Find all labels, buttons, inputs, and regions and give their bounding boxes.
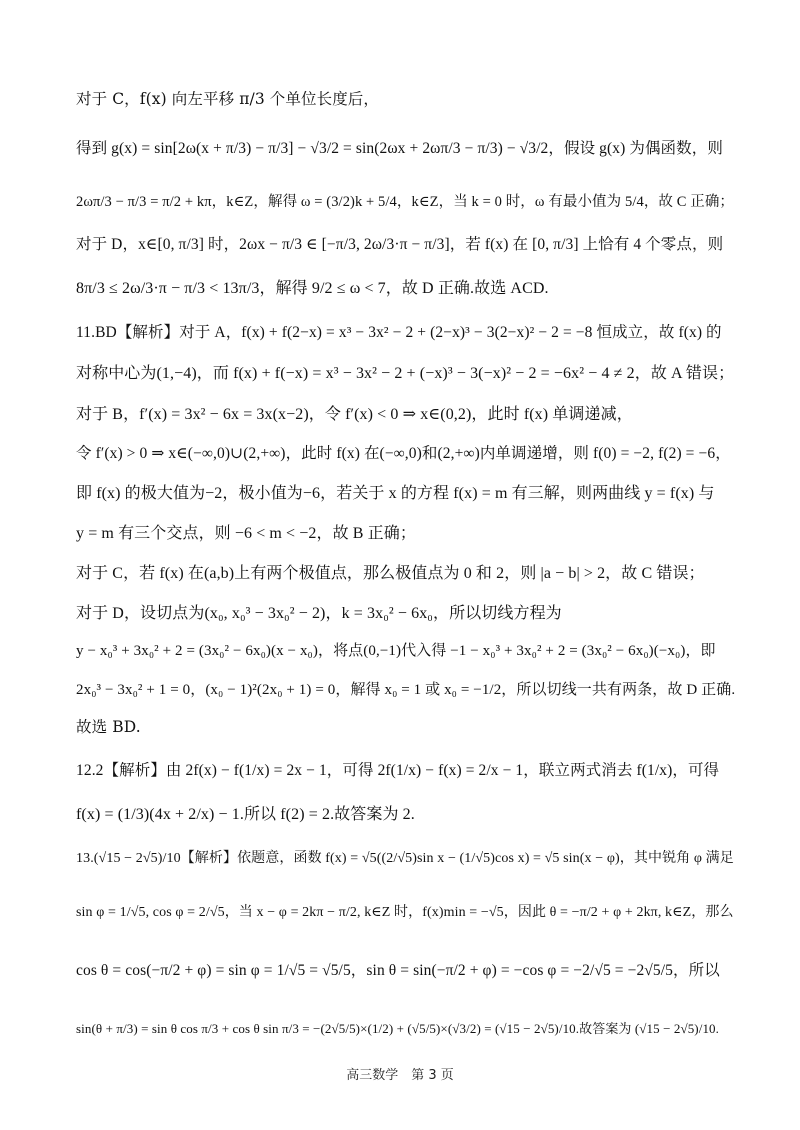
text-line: 对于 D，设切点为(x₀, x₀³ − 3x₀² − 2)，k = 3x₀² − 6x₀，所以切线方程为	[76, 605, 562, 622]
text-line: 对于 C，f(x) 向左平移 π/3 个单位长度后，	[76, 90, 380, 108]
text-line: 对于 B，f′(x) = 3x² − 6x = 3x(x−2)，令 f′(x) < 0 ⇒ x∈(0,2)，此时 f(x) 单调递减，	[76, 406, 633, 423]
text-line: sin φ = 1/√5, cos φ = 2/√5，当 x − φ = 2kπ − π/2, k∈Z 时，f(x)min = −√5，因此 θ = −π/2 + φ + 2kπ, k∈Z，那么	[76, 905, 734, 920]
text-line: 12.2【解析】由 2f(x) − f(1/x) = 2x − 1，可得 2f(1/x) − f(x) = 2/x − 1，联立两式消去 f(1/x)，可得	[76, 762, 720, 779]
text-line: 对于 D，x∈[0, π/3] 时，2ωx − π/3 ∈ [−π/3, 2ω/3·π − π/3]，若 f(x) 在 [0, π/3] 上恰有 4 个零点，则	[76, 236, 724, 253]
text-line: 2x₀³ − 3x₀² + 1 = 0，(x₀ − 1)²(2x₀ + 1) = 0，解得 x₀ = 1 或 x₀ = −1/2，所以切线一共有两条，故 D 正确.	[76, 682, 736, 698]
page-footer: 高三数学 第 3 页	[346, 1068, 454, 1083]
text-line: f(x) = (1/3)(4x + 2/x) − 1.所以 f(2) = 2.故答案为 2.	[76, 806, 415, 823]
text-line: 2ωπ/3 − π/3 = π/2 + kπ，k∈Z，解得 ω = (3/2)k + 5/4，k∈Z，当 k = 0 时，ω 有最小值为 5/4，故 C 正确；	[76, 194, 735, 210]
text-line: 对于 C，若 f(x) 在(a,b)上有两个极值点，那么极值点为 0 和 2，则 |a − b| > 2，故 C 错误；	[76, 565, 705, 582]
text-line: 11.BD【解析】对于 A，f(x) + f(2−x) = x³ − 3x² − 2 + (2−x)³ − 3(2−x)² − 2 = −8 恒成立，故 f(x) 的	[76, 324, 722, 341]
text-line: cos θ = cos(−π/2 + φ) = sin φ = 1/√5 = √5/5，sin θ = sin(−π/2 + φ) = −cos φ = −2/√5 = −2√5/5，所以	[76, 962, 720, 979]
text-line: 即 f(x) 的极大值为−2，极小值为−6，若关于 x 的方程 f(x) = m 有三解，则两曲线 y = f(x) 与	[76, 485, 715, 502]
text-line: 13.(√15 − 2√5)/10【解析】依题意，函数 f(x) = √5((2/√5)sin x − (1/√5)cos x) = √5 sin(x − φ)，其中锐角 φ 满足	[76, 851, 734, 866]
text-line: 令 f′(x) > 0 ⇒ x∈(−∞,0)∪(2,+∞)，此时 f(x) 在(−∞,0)和(2,+∞)内单调递增，则 f(0) = −2, f(2) = −6，	[76, 445, 731, 462]
text-line: 8π/3 ≤ 2ω/3·π − π/3 < 13π/3，解得 9/2 ≤ ω < 7，故 D 正确.故选 ACD.	[76, 280, 549, 297]
text-line: sin(θ + π/3) = sin θ cos π/3 + cos θ sin π/3 = −(2√5/5)×(1/2) + (√5/5)×(√3/2) = (√15 − 2√5)/10.故答案为 (√15 − 2√5)/10.	[76, 1021, 719, 1036]
text-line: 得到 g(x) = sin[2ω(x + π/3) − π/3] − √3/2 = sin(2ωx + 2ωπ/3 − π/3) − √3/2，假设 g(x) 为偶函数，则	[76, 140, 723, 157]
text-line: 故选 BD.	[76, 718, 141, 736]
text-line: y = m 有三个交点，则 −6 < m < −2，故 B 正确；	[76, 525, 416, 542]
text-line: 对称中心为(1,−4)，而 f(x) + f(−x) = x³ − 3x² − 2 + (−x)³ − 3(−x)² − 2 = −6x² − 4 ≠ 2，故 A 错误；	[76, 365, 735, 382]
text-line: y − x₀³ + 3x₀² + 2 = (3x₀² − 6x₀)(x − x₀)，将点(0,−1)代入得 −1 − x₀³ + 3x₀² + 2 = (3x₀² − 6x₀)(−x₀)，即	[76, 643, 716, 659]
